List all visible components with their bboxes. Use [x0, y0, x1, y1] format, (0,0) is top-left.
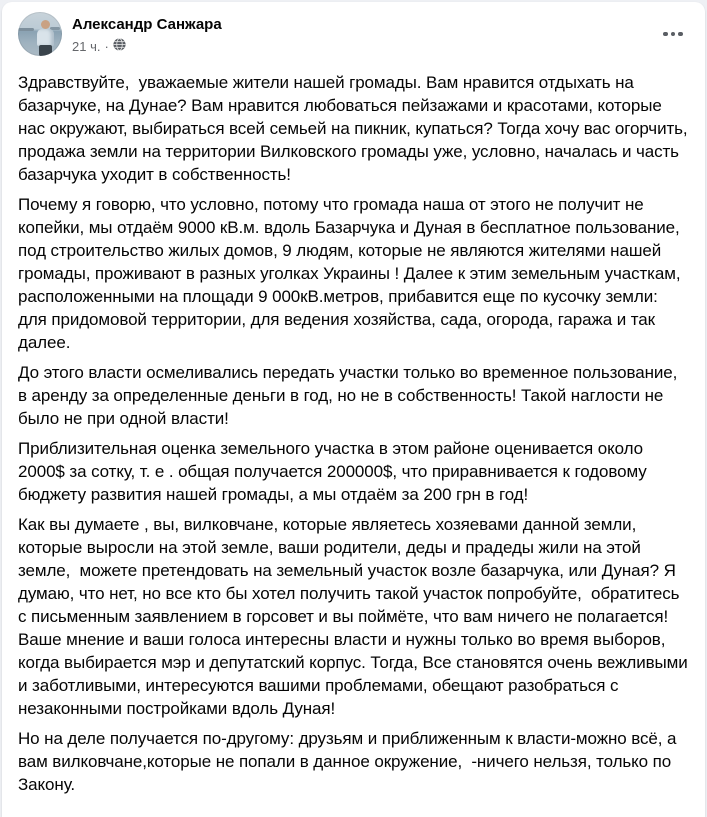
post-paragraph: Приблизительная оценка земельного участка в этом районе оценивается около 2000$ за сотку, т. е . общая получается 200000$, что приравнивается к годовому бюджету развития нашей громады, а мы отдаём за 200 грн в год! [18, 439, 652, 504]
avatar-photo-detail [18, 28, 34, 31]
avatar-photo-detail [37, 29, 54, 46]
post-paragraph: До этого власти осмеливались передать участки только во временное пользование, в аренду за определенные деньги в год, но не в собственность! Такой наглости не было не при одной власти! [18, 363, 682, 428]
more-options-button[interactable] [657, 22, 689, 46]
post-paragraph: Почему я говорю, что условно, потому что громада наша от этого не получит не копейки, мы отдаём 9000 кВ.м. вдоль Базарчука и Дуная в бесплатное пользование, под строительство жилых домов, 9 людям, которые не являются жителями нашей громады, проживают в разных уголках Украины ! Далее к этим земельным участкам, расположенными на площади 9 000кВ.метров, прибавится еще по кусочку земли: для придомовой территории, для ведения хозяйства, сада, огорода, гаража и так далее. [18, 195, 686, 352]
ellipsis-icon [671, 32, 676, 37]
post-timestamp[interactable]: 21 ч. [72, 38, 101, 54]
avatar-photo-detail [41, 20, 50, 29]
facebook-post-card [2, 2, 705, 817]
ellipsis-icon [678, 32, 683, 37]
author-name[interactable]: Александр Санжара [72, 16, 222, 33]
post-meta [72, 37, 222, 55]
post-paragraph: Здравствуйте, уважаемые жители нашей громады. Вам нравится отдыхать на базарчуке, на Дунае? Вам нравится любоваться пейзажами и красотами, которые нас окружают, выбираться всей семьей на пикник, купаться? Тогда хочу вас огорчить, продажа земли на территории Вилковского громады уже, условно, началась и часть базарчука уходит в собственность! [18, 73, 693, 184]
meta-separator: · [104, 38, 109, 54]
header-info [72, 12, 222, 55]
globe-icon [113, 38, 126, 55]
avatar[interactable] [18, 12, 62, 56]
post-header [2, 2, 705, 56]
ellipsis-icon [663, 32, 668, 37]
avatar-photo-detail [39, 45, 52, 56]
post-text [2, 56, 705, 812]
post-paragraph: Но на деле получается по-другому: друзьям и приближенным к власти-можно всё, а вам вилковчане,которые не попали в данное окружение, -ничего нельзя, только по Закону. [18, 729, 681, 794]
post-paragraph: Как вы думаете , вы, вилковчане, которые являетесь хозяевами данной земли, которые выросли на этой земле, ваши родители, деды и прадеды жили на этой земле, можете претендовать на земельный участок возле базарчука, или Дуная? Я думаю, что нет, но все кто бы хотел получить такой участок попробуйте, обратитесь с письменным заявлением в горсовет и вы поймёте, что вам ничего не полагается! Ваше мнение и ваши голоса интересны власти и нужны только во время выборов, когда выбирается мэр и депутатский корпус. Тогда, Все становятся очень вежливыми и заботливыми, интересуются вашими проблемами, обещают разобраться с незаконными постройками вдоль Дуная! [18, 515, 693, 718]
